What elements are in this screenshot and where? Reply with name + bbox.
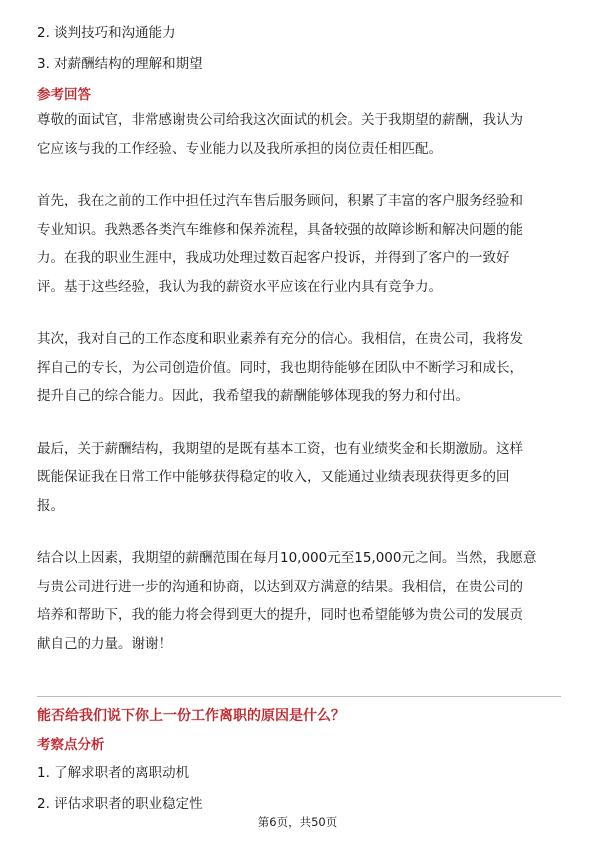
question-title: 能否给我们说下你上一份工作离职的原因是什么？ xyxy=(37,708,345,724)
text-line: 首先，我在之前的工作中担任过汽车售后服务顾问，积累了丰富的客户服务经验和 xyxy=(37,193,523,209)
answer-paragraph xyxy=(37,187,561,301)
section-divider xyxy=(37,696,561,697)
list-item: 2. 谈判技巧和沟通能力 xyxy=(37,25,176,41)
text-line: 评。基于这些经验，我认为我的薪资水平应该在行业内具有竞争力。 xyxy=(37,278,442,295)
text-line: 最后，关于薪酬结构，我期望的是既有基本工资，也有业绩奖金和长期激励。这样 xyxy=(37,440,523,457)
list-item: 2. 评估求职者的职业稳定性 xyxy=(37,796,203,812)
text-line: 力。在我的职业生涯中，我成功处理过数百起客户投诉，并得到了客户的一致好 xyxy=(37,250,510,266)
reference-answer-label: 参考回答 xyxy=(37,87,91,103)
list-item: 3. 对薪酬结构的理解和期望 xyxy=(37,56,203,72)
text-line: 提升自己的综合能力。因此，我希望我的薪酬能够体现我的努力和付出。 xyxy=(37,388,469,404)
text-line: 挥自己的专长，为公司创造价值。同时，我也期待能够在团队中不断学习和成长， xyxy=(37,359,523,376)
list-item: 1. 了解求职者的离职动机 xyxy=(37,765,190,781)
text-line: 报。 xyxy=(37,497,64,514)
text-line: 尊敬的面试官，非常感谢贵公司给我这次面试的机会。关于我期望的薪酬，我认为 xyxy=(37,112,523,128)
text-line: 它应该与我的工作经验、专业能力以及我所承担的岗位责任相匹配。 xyxy=(37,140,442,157)
answer-paragraph xyxy=(37,435,561,521)
text-line: 结合以上因素，我期望的薪酬范围在每月10,000元至15,000元之间。当然，我愿意 xyxy=(37,550,537,566)
answer-paragraph xyxy=(37,106,561,163)
text-line: 培养和帮助下，我的能力将会得到更大的提升，同时也希望能够为贵公司的发展贡 xyxy=(37,607,523,623)
next-question-section xyxy=(37,704,561,824)
text-line: 其次，我对自己的工作态度和职业素养有充分的信心。我相信，在贵公司，我将发 xyxy=(37,331,523,347)
answer-paragraph xyxy=(37,325,561,411)
text-line: 与贵公司进行进一步的沟通和协商，以达到双方满意的结果。我相信，在贵公司的 xyxy=(37,578,523,595)
text-line: 献自己的力量。谢谢！ xyxy=(37,635,172,652)
answer-paragraph xyxy=(37,544,561,658)
analysis-label: 考察点分析 xyxy=(37,737,105,753)
text-line: 既能保证我在日常工作中能够获得稳定的收入，又能通过业绩表现获得更多的回 xyxy=(37,469,510,485)
page-number: 第6页，共50页 xyxy=(257,815,338,829)
answer-section xyxy=(37,22,561,682)
text-line: 专业知识。我熟悉各类汽车维修和保养流程，具备较强的故障诊断和解决问题的能 xyxy=(37,221,523,238)
